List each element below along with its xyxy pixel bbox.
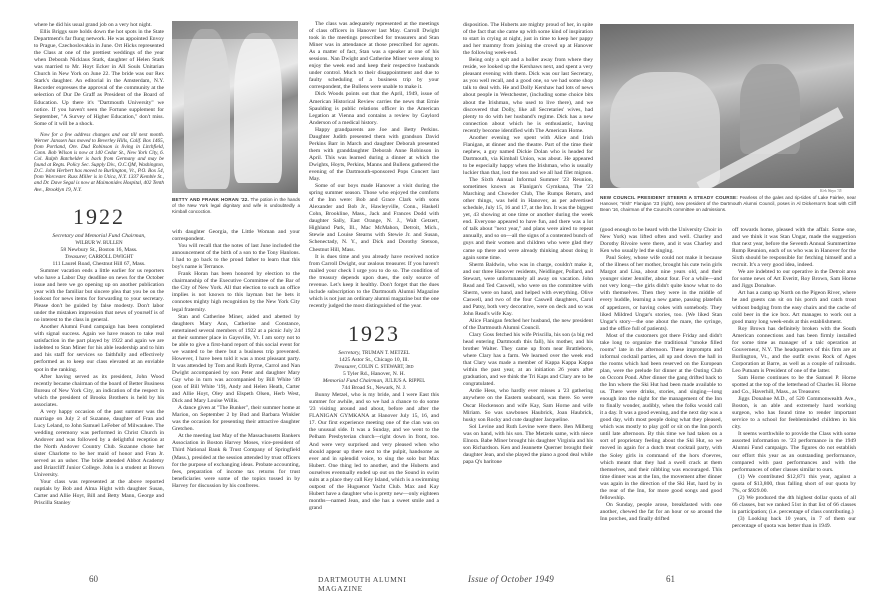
paragraph: (good enough to be heard with the University Choir in New York) was lifted often and well. Charley and Dorothy Rivoire were there, and it was Charley and Ken who usually led the singing.: [600, 227, 722, 255]
left-column-1: [34, 22, 164, 542]
left-column-3: [309, 21, 439, 544]
photo-shadow: [172, 21, 298, 39]
paragraph: Your class was represented at the above reported nuptials by Bob and Alma Hight with daughter Susan, Carter and Allie Hoyt, Bill and Betty Mann, George and Priscilla Stanley: [34, 479, 164, 507]
photo-betty-and-frank-horan: [172, 21, 298, 193]
page-number-right: 61: [666, 574, 675, 584]
paragraph: At the meeting last May of the Massachusetts Bankers Association in Boston Harvey Moses, vice-president of Third National Bank & Trust Company of Springfield (Mass.), presided at the session attended by trust officers for the purpose of exchanging ideas. Probate accounting, fees, preparation of income tax returns for trust beneficiaries were some of the topics tossed in by Harvey for discussion by his confreres.: [172, 433, 300, 489]
right-column-1: [463, 22, 593, 545]
treasurer-line: [309, 364, 439, 371]
paragraph: Stan and Catherine Miner, aided and abetted by daughters Mary Ann, Catherine and Constance, entertained several members of 1922 at a picnic July 24 at their summer place in Gaysville, Vt. I am sorry not to be able to give a first-hand report of this social event for we wanted to be there but a business trip prevented. However, I have been told it was a most pleasant party. It was attended by Tom and Ruth Byrne, Carrol and Nan Dwight accompanied by son Peter and daughter Mary Gay who in turn was accompanied by Bill White '49 (son of Bill White '19), Andy and Helen Heath, Carter and Allie Hoyt, Oley and Elspeth Olsen, Herb West, Dick and Mary Louise Willis.: [172, 313, 300, 405]
treasurer-name: COLIN C. STEWART, 3rd: [358, 365, 414, 371]
paragraph: Clary Goss fetched his wife Priscilla, his son (a big red head entering Dartmouth this fall), his mother, and his brother Walter. They came up from near Brattleboro, where Clary has a farm. We learned over the week end that Clary was made a member of Kappa Kappa Kappa within the past year, at an initiation 26 years after graduation, and we think the Tri Kaps and Clary are to be congratulated.: [463, 332, 593, 388]
paragraph: On Sunday, people arose, breakfasted with one another, chewed the fat for an hour or so around the Inn porches, and finally drifted: [600, 501, 722, 522]
memorial-name: JULIUS A. RIPPEL: [384, 379, 426, 385]
paragraph: Happy grandparents are Joe and Betty Perkins. Daughter Judith presented them with grandson David Perkins Barr in March and daughter Deborah presented them with granddaughter Deborah Anne Robinson in April. This was learned during a dinner at which the Dwights, Hoyts, Perkins, Manns and Bullens gathered the evening of the Dartmouth-sponsored Pops Concert last May.: [309, 126, 439, 183]
paragraph: disposition. The Huberts are mighty proud of her, in spite of the fact that she came up with some kind of inspiration to start in crying at night, just in time to keep her pappy and her mammy from joining the crowd up at Hanover the following week-end.: [463, 22, 593, 57]
paragraph: Bunny Metzel, who is my bride, and I were East this summer for awhile, and so we had a chance to do some '23 visiting around and about, before and after the FLANIGAN GYMKANA at Hanover July 15, 16, and 17. Our first experience meeting one of the clan was on the unusual side. It was a Sunday, and we went to the Pelham Presbyterian church—right down in front, too. And were very surprised and very pleased when who should appear up there next to the pulpit, handsome as ever and in splendid voice, to sing the solo but Max Hubert. One thing led to another, and the Huberts and ourselves eventually ended up out on the Sound in swim suits at a place they call Key Island, which is a swimming outpost of the Huguenot Yacht Club. Max and Kay Hubert have a daughter who is pretty new—only eighteen months—named Jean, and she has a sweet smile and a grand: [309, 392, 439, 511]
paragraph: A very happy occasion of the past summer was the marriage on July 2 of Suzanne, daughter of Fran and Lucy Leland, to John Samuel LeFeber of Milwaukee. The wedding ceremony was performed in Christ Church in Andover and was followed by a delightful reception at the North Andover Country Club. Suzanne chose her sister Charlotte to be her maid of honor and Fran Jr. served as an usher. The bride attended Abbot Academy and Briarcliff Junior College. John is a student at Brown University.: [34, 408, 164, 479]
paragraph: Another evening we spent with Alice and Irish Flanigan, at dinner and the theatre. Part of the time their nephew, a guy named Dickie Dolan who is headed for Dartmouth, via Kimball Union, was about. He appeared to be especially happy when the Irishman, who is usually luckier than that, lost the toss and we all had filet mignon.: [463, 134, 593, 176]
paragraph: Ellis Briggs sure holds down the hot spots in the State Department's far flung network. He was appointed Envoy to Prague, Czechoslovakia in June. Ort Hicks represented the Class at one of the prettiest weddings of the year when Deborah Nicklaus Stark, daughter of Helen Stark was married to Mr. Hoyt Ecker in All Souls Unitarian Church in New York on June 22. The bride was our Rex Stark's daughter. An editorial in the Amsterdam, N.Y. Recorder expresses the approval of the community at the selection of Dur De Graff as President of the Board of Education. Up there it's "Dartmouth University" we notice. If you haven't seen the Fortune supplement for September, "A Survey of Higher Education," don't miss. Some of it will be a shock.: [34, 29, 164, 127]
paragraph: (1) We contributed $12,871 this year, against a quota of $13,800, thus falling short of our quota by 7%, or $929.00.: [732, 473, 856, 494]
paragraph: Summer vacation ends a little earlier for us reporters who have a Labor Day deadline on news for the October issue and here we go opening up on another publication year with the familiar but sincere plea that you be on the lookout for news items for forwarding to your secretary. Please don't be guided by false modesty. Don't labor under the mistaken impression that news of yourself is of no interest to the class in general.: [34, 267, 164, 324]
treasurer-title: Treasurer,: [334, 364, 357, 371]
right-column-2: [600, 227, 722, 545]
secretary-line: [34, 233, 164, 240]
memorial-line: [309, 378, 439, 385]
paragraph: It seems worthwhile to provide the Class with some assorted information re. '23 performance in the 1949 Alumni Fund campaign. The figures do not establish our effort this year as an outstanding performance, compared with past performances and with the performances of other classes similar to ours.: [732, 431, 856, 473]
class-year-heading-1923: 1923: [348, 320, 400, 346]
right-page: [448, 0, 896, 600]
paragraph: (2) We produced the 4th highest dollar quota of all 66 classes, but we ranked 51st in that list of 66 classes in participation; (i.e. percentage of class contributing.): [732, 494, 856, 515]
paragraph: Art has a camp up North on the Pigeon River, where he and guests can sit on his porch and catch trout without budging from the easy chairs and the cache of cold beer in the ice box. Art manages to work out a good many long week-ends at this establishment.: [732, 290, 856, 325]
caption-text: The potion in the hands of the New York legal dignitary and wife is undoubtedly a Kimball concoction.: [172, 197, 300, 214]
paragraph: We are indebted to our operative in the Detroit area for some news of Art Everitt, Roy Brown, Sam Horne and Jiggs Donahue.: [732, 269, 856, 290]
secretary-title: Secretary and Memorial Fund Chairman,: [52, 232, 146, 239]
treasurer-title: Treasurer,: [64, 253, 88, 260]
treasurer-name: CARROLL DWIGHT: [88, 254, 134, 260]
paragraph: Another Alumni Fund campaign has been completed with signal success. Again we have reason to take real satisfaction in the part played by 1922 and again we are indebted to Stan Miner for his able leadership and to him and his staff for services so faithfully and effectively performed as to keep our class elevated at an enviable spot in the ranking.: [34, 324, 164, 373]
paragraph: Sol Levine and Ruth Levine were there. Ben Milberg was on hand, with his son. The Metzels same, with niece Elnora. Babe Miner brought his daughter Virginia and his son Richardson. Ken and Jeannette Querner brought their daughter Jean, and she played the piano a good deal while papa Q's baritone: [463, 423, 593, 465]
paragraph: After having served as its president, John Wood recently became chairman of the board of Better Business Bureau of New York City, an indication of the respect in which the president of Brooks Brothers is held by his associates.: [34, 373, 164, 408]
treasurer-address: 111 Laurel Road, Chestnut Hill 67, Mass.: [52, 260, 146, 267]
caption-text: Fearless of the gales and rip-tides of Lake Fairlee, near Hanover, "Irish" Flanigan '23 (right), new president of the Dartmouth Alumni Council, poses in Al Dickerson's boat with Cliff Bean '16, chairman of the Council's committee on admissions.: [600, 195, 856, 212]
paragraph: with daughter Georgia, the Little Woman and your correspondent.: [172, 229, 300, 243]
caption-bold-lead: BETTY AND FRANK HORAN '22.: [172, 197, 249, 202]
paragraph: where he did his usual grand job on a very hot night.: [34, 22, 152, 28]
paragraph: You will recall that the notes of last June included the announcement of the birth of a son to the Tony Hanlons. I had to go back to the proud father to learn that this boy's name is Terrance.: [172, 243, 300, 271]
paragraph: Roy Brown has definitely broken with the South American connections and has been firmly installed for some time as manager of a talc operation at Gouverneur, N.Y. The headquarters of this firm are at Burlington, Vt., and the outfit owns Rock of Ages Corporation at Barre, as well as a couple of railroads. Leo Putnam is President of one of the latter.: [732, 325, 856, 374]
paragraph: Sherm Baldwin, who was in charge, couldn't make it, and our three Hanover residents, Neidlinger, Pollard, and Stewart, were unfortunately all away on vacation. John Read and Ted Caswell, who were on the committee with Sherm, were on hand, and helped with everything. Olive Caswell, and two of the four Caswell daughters, Carol and Patsy, both very decorative, were on deck and so was John Read's wife Kay.: [463, 261, 593, 317]
secretary-address: 58 Newbury St., Boston 16, Mass.: [60, 246, 138, 253]
photo-figure-man: [184, 29, 230, 189]
secretary-line: [309, 350, 439, 357]
paragraph: The Sixth Annual Informal Summer '23 Reunion, sometimes known as Flanigan's Gymkana, The '23 Marching and Chowder Club, The Rumps Return, and other things, was held in Hanover, as per advertised schedule, July 15, 16 and 17, at the Inn. It was the biggest yet, 43 showing at one time or another during the week end. Everyone appeared to have fun, and there was a lot of talk about "next year," and plans were aired to repeat annually, and so on—all the signs of a contented bunch of guys and their women and children who were glad they came up there and were already thinking about doing it again some time.: [463, 177, 593, 261]
paragraph: Most of the customers got there Friday and didn't take long to organize the traditional "smoke filled rooms" late in the afternoon. These impromptu and informal cocktail parties, all up and down the hall in the rooms which had been reserved on the European plan, were the prelude for dinner at the Outing Club on Occom Pond. After dinner the gang drifted back to the Inn where the Ski Hut had been made available to us. There were drinks, stories, and singing—long enough into the night for the management of the Inn to finally wonder, audibly, when the folks would call it a day. It was a good evening, and the next day was a good day, with most people doing what they pleased, which was mostly to play golf or sit on the Inn porch until late afternoon. By this time we had taken on a sort of proprietary feeling about the Ski Hut, so we moved in again for a dutch treat cocktail party, with the Soley girls in command of the hors d'oevres, which meant that they had a swell crack at them themselves, and their nibbling was encouraged. This time dinner was at the Inn, the movement after dinner was again in the direction of the Ski Hut, hard by in the rear of the Inn, for more good songs and good fellowship.: [600, 332, 722, 501]
paragraph: Alice Flanigan fetched her husband, the new president of the Dartmouth Alumni Council.: [463, 317, 593, 332]
photo-figure-left-man: [610, 72, 720, 188]
paragraph: (3) Looking back 10 years, in 7 of them our percentage of quota was better than in 1949.: [732, 515, 856, 529]
memorial-title: Memorial Fund Chairman,: [322, 378, 384, 385]
running-head-left: DARTMOUTH ALUMNI MAGAZINE: [318, 575, 407, 593]
secretary-address: 1425 Astor St., Chicago 10, Ill.: [339, 356, 409, 363]
photo-1-caption: [172, 197, 300, 215]
memorial-address: 744 Broad St., Newark, N. J.: [341, 385, 407, 392]
page-number-left: 60: [89, 574, 98, 584]
paragraph: Sam Horne continues to be the Samuel P. Horne spotted at the top of the letterhead of Charles H. Horne and Co., Haverhill, Mass., as Treasurer.: [732, 374, 856, 396]
paragraph: Paul Soley, whose wife could not make it because of the illness of her mother, brought his cute twin girls Margot and Lisa, about nine years old, and their younger sister Jennifer, about four. For a while—and not very long—the girls didn't quite know what to do with themselves. Then they were in the middle of every huddle, learning a new game, passing platefuls of appetizers, or having cokes with somebody. They liked Mildred Ungar's stories, too. (We liked Stan Ungar's story—the one about the mare, the syringe, and the office full of patients).: [600, 255, 722, 332]
paragraph: It is dues time and you already have received notice from Carroll Dwight, our zealous treasurer. If you haven't mailed your check I urge you to do so. The condition of the treasury depends upon dues, the only source of revenue. Let's keep it healthy. Don't forget that the dues include subscription to the Dartmouth Alumni Magazine which is not just an ordinary alumni magazine but the one recently judged the most distinguished of the year.: [309, 253, 439, 309]
paragraph: Being only a spit and a holler away from where they reside, we looked up the Kershaws next, and spent a very pleasant evening with them. Dick was our last Secretary, as you well recall, and a good one, so we had some shop talk to deal with. He and Dolly Kershaw had lots of news about people in Westchester, (including some choice bits about the Irishman, who used to live there), and we discovered that Dolly, like all Secretaries' wives, had plenty to do with her husband's regime. Dick has a new connection about which he is enthusiastic, having recently become identified with The American Home.: [463, 57, 593, 134]
photo-2-caption: [600, 195, 856, 213]
paragraph: Frank Horan has been honored by election to the chairmanship of the Executive Committee of the Bar of the City of New York. All that election to such an office implies is not known to this layman but he bets it connotes mighty high recognition by the New York City legal fraternity.: [172, 271, 300, 313]
left-column-2: [172, 229, 300, 544]
secretary-title: Secretary,: [338, 349, 361, 356]
treasurer-address: 5 Tyler Rd., Hanover, N. H.: [342, 371, 406, 378]
paragraph: Jiggs Donahue M.D., of 520 Commonwealth Ave., Boston, is an able and extremely hard working surgeon, who has found time to render important service to a school for feebleminded children in his city.: [732, 396, 856, 431]
photo-credit: Kirk Wayo '35: [820, 189, 842, 193]
paragraph: Ardie Hess, who hardly ever misses a '23 gathering anywhere on the Eastern seaboard, was there. So were Oscar Hockenson and wife Kay, Sam Horne and wife Miriam. So was sawbones Haubrick, Joan Haubrick, husky son Rocky and cute daughter Jacqueline.: [463, 388, 593, 423]
right-column-3: [732, 227, 856, 545]
caption-bold-lead: NEW COUNCIL PRESIDENT STEERS A STEADY COURSE:: [600, 195, 739, 200]
secretary-name: WILBUR W. BULLEN: [75, 240, 123, 246]
photo-figure-woman: [234, 33, 282, 183]
photo-council-president-boat: [600, 24, 854, 188]
paragraph: off towards home, pleased with the affair. Some one, and we think it was Stan Ungar, made the suggestion that next year, before the Seventh Annual Summertime Rump Reunion, each of us who was in Hanover for the Sixth should be responsible for fetching himself and a recruit. It's a very good idea, indeed.: [732, 227, 856, 269]
running-head-right: Issue of October 1949: [468, 574, 555, 584]
paragraph: Dick Woods points out that the April, 1949, issue of American Historical Review carries the news that Ernie Spaulding is public relations officer in the American Legation at Vienna and contains a review by Gaylord Anderson of a medical history.: [309, 91, 439, 126]
class-year-heading-1922: 1922: [73, 203, 125, 229]
paragraph: Some of our boys made Hanover a visit during the spring summer season. Those who enjoyed the comforts of the Inn were: Bob and Grace Clark with sons Alexander and Bob Jr., Hawleyville, Conn., Haskell Cohn, Brookline, Mass., Jack and Frances Dodd with daughter Sally, East Orange, N. J., Walt Getzert, Highland Park, Ill., Mac McMahon, Detroit, Mich., Stewie and Louise Stearns with Stewie Jr. and Susan, Schenectady, N. Y., and Dick and Dorothy Stetson, Chestnut Hill, Mass.: [309, 183, 439, 253]
address-changes-note: Now for a few address changes and out till next month. Werner Janssen has moved to Beverley Hills, Calif. Box 1465, from Portland, Ore. Dud Robinson is living in Litchfield, Conn. Bob Wilson is now at 140 Cedar St., New York City, 6. Col. Ralph Batchelder is back from Germany and may be found at Regts. Policy Sec. Supply Div., O.C.QM, Washington, D.C. John Herbert has moved to Burlington, Vt., P.O. Box 54, from Worcester. Russ Miller is in Utica, N.Y. 1337 Kemble St., and Dr. Dave Segal is now at Maimonides Hospital, 402 Tenth Ave., Brooklyn 19, N.Y.: [34, 131, 164, 193]
paragraph: A dance given at "The Bunker", their summer home at Marion, on September 2 by Bud and Barbara Winkler was the occasion for presenting their attractive daughter Gretchen.: [172, 405, 300, 433]
paragraph: The class was adequately represented at the meetings of class officers in Hanover last May. Carroll Dwight took in the meetings prescribed for treasurers and Stan Miner was in attendance at those prescribed for agents. As a matter of fact, Stan was a speaker at one of his sessions. Nan Dwight and Catherine Miner were along to enjoy the week end and keep their respective husbands under control. Much to their disappointment and due to faulty scheduling of a business trip by your correspondent, the Bullens were unable to make it.: [309, 21, 439, 91]
treasurer-line: [34, 254, 164, 261]
secretary-name: TRUMAN T. METZEL: [362, 350, 410, 356]
